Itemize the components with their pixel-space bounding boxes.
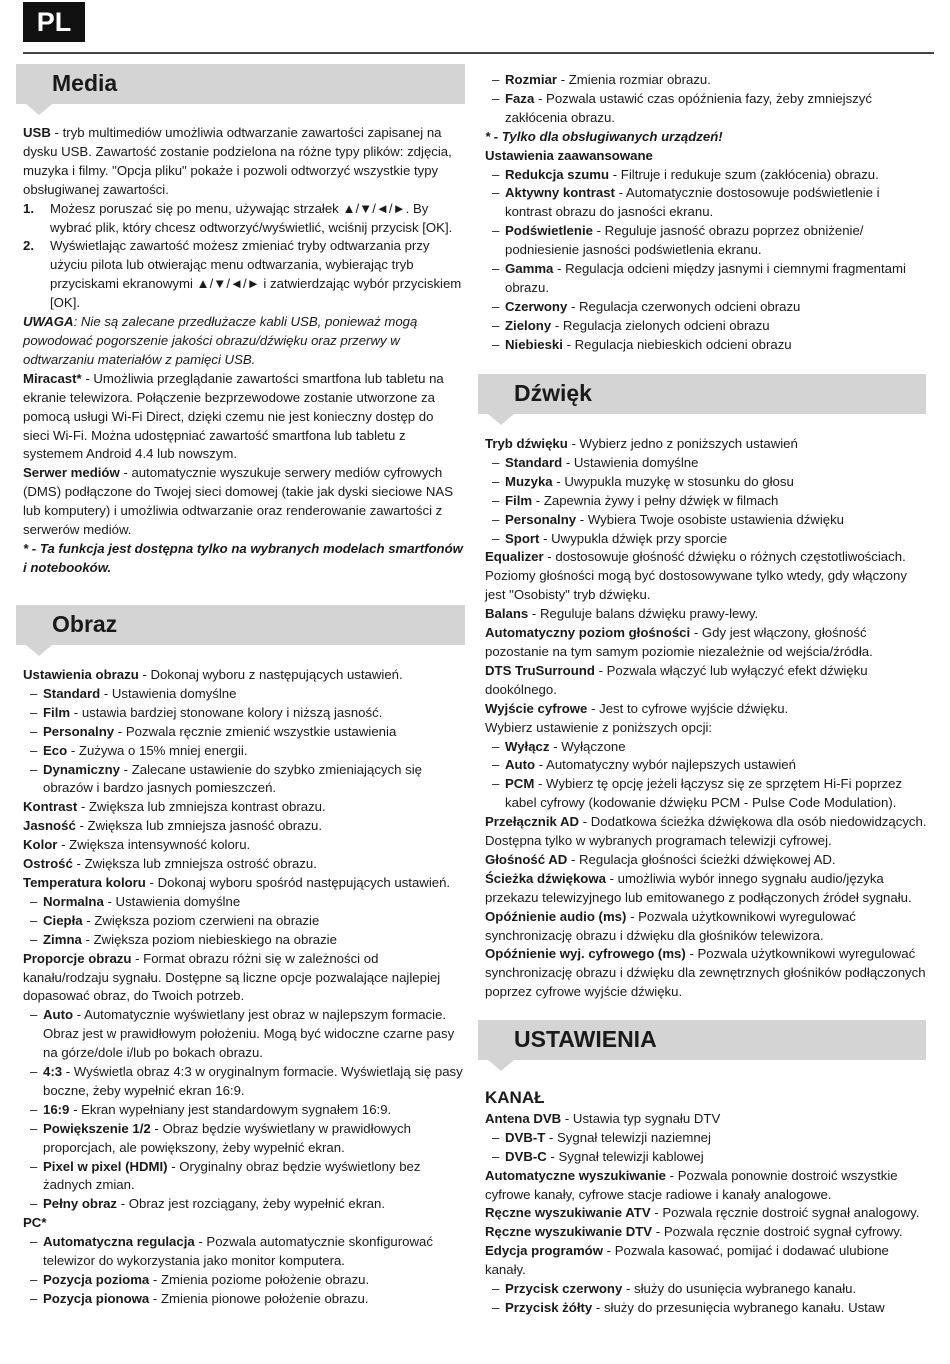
section-header-obraz	[16, 605, 465, 645]
list-item: – Pozycja pozioma - Zmienia poziome położenie obrazu.	[23, 1271, 463, 1290]
paragraph: Proporcje obrazu - Format obrazu różni się w zależności od kanału/rodzaju sygnału. Dostępne są liczne opcje pozwalające najlepiej dopasować obraz, do Twoich potrzeb.	[23, 950, 441, 1004]
paragraph: DTS TruSurround - Pozwala włączyć lub wyłączyć efekt dźwięku dookólnego.	[485, 662, 868, 697]
paragraph: Ustawienia zaawansowane	[485, 147, 653, 163]
list-item: – Film - ustawia bardziej stonowane kolory i niższą jasność.	[23, 704, 463, 723]
section-header-ustawienia	[478, 1020, 926, 1060]
list-item: – Ciepła - Zwiększa poziom czerwieni na obrazie	[23, 912, 463, 931]
list-item: – Zielony - Regulacja zielonych odcieni obrazu	[485, 317, 930, 336]
list-item: – Sport - Uwypukla dźwięk przy sporcie	[485, 530, 930, 549]
footnote: * - Ta funkcja jest dostępna tylko na wybranych modelach smartfonów i notebooków.	[23, 540, 463, 575]
paragraph: Przełącznik AD - Dodatkowa ścieżka dźwiękowa dla osób niedowidzących. Dostępna tylko w wybranych programach telewizji cyfrowej.	[485, 814, 927, 849]
paragraph: Automatyczne wyszukiwanie - Pozwala ponownie dostroić wszystkie cyfrowe kanały, cyfrowe stacje radiowe i kanały analogowe.	[485, 1167, 898, 1202]
section-title: Obraz	[52, 611, 118, 637]
paragraph: Automatyczny poziom głośności - Gdy jest włączony, głośność pozostanie na tym samym poziomie niezależnie od wejścia/źródła.	[485, 625, 873, 659]
paragraph: Temperatura koloru - Dokonaj wyboru spośród następujących ustawień.	[23, 874, 451, 890]
list-item: – Faza - Pozwala ustawić czas opóźnienia fazy, żeby zmniejszyć zakłócenia obrazu.	[485, 90, 930, 128]
paragraph: Kolor - Zwiększa intensywność koloru.	[23, 837, 251, 853]
list-item: – Dynamiczny - Zalecane ustawienie do szybko zmieniających się obrazów i bardzo jasnych pomieszczeń.	[23, 761, 463, 799]
paragraph: Opóźnienie audio (ms) - Pozwala użytkownikowi wyregulować synchronizację obrazu i dźwięku dla głośników telewizora.	[485, 908, 856, 943]
paragraph: Wyjście cyfrowe - Jest to cyfrowe wyjście dźwięku.	[485, 700, 789, 716]
list-item: – Standard - Ustawienia domyślne	[485, 454, 930, 473]
list-item: – Aktywny kontrast - Automatycznie dostosowuje podświetlenie i kontrast obrazu do jasności ekranu.	[485, 184, 930, 222]
section-header-dzwiek	[478, 374, 926, 414]
list-item: – 4:3 - Wyświetla obraz 4:3 w oryginalnym formacie. Wyświetlają się pasy boczne, żeby wypełnić ekran 16:9.	[23, 1063, 463, 1101]
list-item: – 16:9 - Ekran wypełniany jest standardowym sygnałem 16:9.	[23, 1101, 463, 1120]
paragraph: Kontrast - Zwiększa lub zmniejsza kontrast obrazu.	[23, 799, 326, 815]
footnote: * - Tylko dla obsługiwanych urządzeń!	[485, 128, 723, 144]
list-item: – Standard - Ustawienia domyślne	[23, 685, 463, 704]
subheading-kanal: KANAŁ	[485, 1088, 545, 1107]
list-item: – Automatyczna regulacja - Pozwala automatycznie skonfigurować telewizor do wykorzystania jako monitor komputera.	[23, 1233, 463, 1271]
paragraph: Ręczne wyszukiwanie ATV - Pozwala ręcznie dostroić sygnał analogowy.	[485, 1205, 920, 1221]
paragraph-usb: USB - tryb multimediów umożliwia odtwarzanie zawartości zapisanej na dysku USB. Zawartość zostanie podzielona na różne typy plików: zdjęcia, muzyka i filmy. "Opcja pliku" pokaże i pozwoli odtworzyć wszystkie typy obsługiwanej zawartości.	[23, 125, 452, 197]
list-item: – Przycisk żółty - służy do przesunięcia wybranego kanału. Ustaw	[485, 1299, 930, 1318]
list-item: – Zimna - Zwiększa poziom niebieskiego na obrazie	[23, 931, 463, 950]
top-rule	[23, 52, 934, 54]
section-header-media	[16, 64, 465, 104]
section-title: Media	[52, 70, 118, 96]
list-item: – Wyłącz - Wyłączone	[485, 738, 930, 757]
list-item-2: 2. Wyświetlając zawartość możesz zmieniać tryby odtwarzania przy użyciu pilota lub otwierając menu odtwarzania, wybierając tryb przyciskami ekranowymi ▲/▼/◄/► i zatwierdzając wybór przyciskiem [OK].	[23, 238, 462, 311]
list-item: – Pozycja pionowa - Zmienia pionowe położenie obrazu.	[23, 1290, 463, 1309]
list-item: – Muzyka - Uwypukla muzykę w stosunku do głosu	[485, 473, 930, 492]
paragraph: Tryb dźwięku - Wybierz jedno z poniższych ustawień	[485, 436, 798, 451]
paragraph: Wybierz ustawienie z poniższych opcji:	[485, 719, 713, 735]
language-badge: PL	[23, 2, 85, 42]
paragraph: Ścieżka dźwiękowa - umożliwia wybór innego sygnału audio/języka przekazu telewizyjnego lub emitowanego z podłączonych źródeł sygnału.	[485, 870, 912, 905]
paragraph: Antena DVB - Ustawia typ sygnału DTV	[485, 1110, 721, 1126]
obraz-content-continued	[485, 71, 930, 355]
list-item: – PCM - Wybierz tę opcję jeżeli łączysz się ze sprzętem Hi-Fi poprzez kabel cyfrowy (kodowanie dźwięku PCM - Pulse Code Modulation).	[485, 775, 930, 813]
ustawienia-content	[485, 1089, 930, 1318]
paragraph: Ręczne wyszukiwanie DTV - Pozwala ręcznie dostroić sygnał cyfrowy.	[485, 1224, 903, 1240]
list-item: – Podświetlenie - Reguluje jasność obrazu poprzez obniżenie/ podniesienie jasności podświetlenia ekranu.	[485, 222, 930, 260]
list-item: – Pixel w pixel (HDMI) - Oryginalny obraz będzie wyświetlony bez żadnych zmian.	[23, 1158, 463, 1196]
list-item: – Redukcja szumu - Filtruje i redukuje szum (zakłócenia) obrazu.	[485, 166, 930, 185]
list-item: – Gamma - Regulacja odcieni między jasnymi i ciemnymi fragmentami obrazu.	[485, 260, 930, 298]
paragraph-media-server: Serwer mediów - automatycznie wyszukuje serwery mediów cyfrowych (DMS) podłączone do Twojej sieci domowej (takie jak dyski sieciowe NAS lub komputery) i umożliwia odtwarzanie oraz renderowanie zawartości z serwerów mediów.	[23, 465, 453, 538]
list-item: – Powiększenie 1/2 - Obraz będzie wyświetlany w prawidłowych proporcjach, ale powiększony, żeby wypełnić ekran.	[23, 1120, 463, 1158]
media-content	[23, 124, 463, 578]
section-title: USTAWIENIA	[514, 1026, 657, 1052]
list-item: – Auto - Automatyczny wybór najlepszych ustawień	[485, 756, 930, 775]
list-item: – Normalna - Ustawienia domyślne	[23, 893, 463, 912]
list-item: – Czerwony - Regulacja czerwonych odcieni obrazu	[485, 298, 930, 317]
obraz-content	[23, 666, 463, 1309]
paragraph-note: UWAGA: Nie są zalecane przedłużacze kabli USB, ponieważ mogą powodować pogorszenie jakości obrazu/dźwięku oraz przerwy w odtwarzaniu materiałów z pamięci USB.	[23, 314, 418, 367]
paragraph: Jasność - Zwiększa lub zmniejsza jasność obrazu.	[23, 818, 323, 834]
list-item: – DVB-T - Sygnał telewizji naziemnej	[485, 1129, 930, 1148]
list-item: – Niebieski - Regulacja niebieskich odcieni obrazu	[485, 336, 930, 355]
list-item: – Przycisk czerwony - służy do usunięcia wybranego kanału.	[485, 1280, 930, 1299]
list-item: – Pełny obraz - Obraz jest rozciągany, żeby wypełnić ekran.	[23, 1195, 463, 1214]
list-item: – Personalny - Pozwala ręcznie zmienić wszystkie ustawienia	[23, 723, 463, 742]
paragraph: Głośność AD - Regulacja głośności ścieżki dźwiękowej AD.	[485, 851, 836, 867]
paragraph: Opóźnienie wyj. cyfrowego (ms) - Pozwala użytkownikowi wyregulować synchronizację obrazu i dźwięku dla zewnętrznych głośników podłączonych poprzez cyfrowe wyjście dźwięku.	[485, 946, 926, 1000]
list-item: – Eco - Zużywa o 15% mniej energii.	[23, 742, 463, 761]
paragraph: Ustawienia obrazu - Dokonaj wyboru z następujących ustawień.	[23, 667, 403, 682]
paragraph: PC*	[23, 1215, 47, 1231]
list-item-1: 1. Możesz poruszać się po menu, używając strzałek ▲/▼/◄/►. By wybrać plik, który chcesz odtworzyć/wyświetlić, wciśnij przycisk [OK].	[23, 200, 453, 235]
list-item: – Rozmiar - Zmienia rozmiar obrazu.	[485, 71, 930, 90]
list-item: – Film - Zapewnia żywy i pełny dźwięk w filmach	[485, 492, 930, 511]
section-title: Dźwięk	[514, 380, 592, 406]
list-item: – Personalny - Wybiera Twoje osobiste ustawienia dźwięku	[485, 511, 930, 530]
list-item: – DVB-C - Sygnał telewizji kablowej	[485, 1148, 930, 1167]
paragraph: Equalizer - dostosowuje głośność dźwięku o różnych częstotliwościach. Poziomy głośności mogą być dostosowywane tylko wtedy, gdy włączony jest "Osobisty" tryb dźwięku.	[485, 549, 907, 603]
dzwiek-content	[485, 435, 930, 1002]
paragraph: Ostrość - Zwiększa lub zmniejsza ostrość obrazu.	[23, 856, 317, 872]
paragraph: Edycja programów - Pozwala kasować, pomijać i dodawać ulubione kanały.	[485, 1243, 889, 1278]
paragraph-miracast: Miracast* - Umożliwia przeglądanie zawartości smartfona lub tabletu na ekranie telewizora. Połączenie bezprzewodowe zostanie utworzone za pomocą usługi Wi-Fi Direct, dzięki czemu nie jest konieczny dostęp do sieci Wi-Fi. Można udostępniać zawartość smartfona lub tabletu z systemem Android 4.4 lub nowszym.	[23, 370, 444, 462]
list-item: – Auto - Automatycznie wyświetlany jest obraz w najlepszym formacie. Obraz jest w prawidłowym położeniu. Mogą być widoczne czarne pasy na górze/dole i/lub po bokach obrazu.	[23, 1006, 463, 1063]
paragraph: Balans - Reguluje balans dźwięku prawy-lewy.	[485, 606, 759, 622]
